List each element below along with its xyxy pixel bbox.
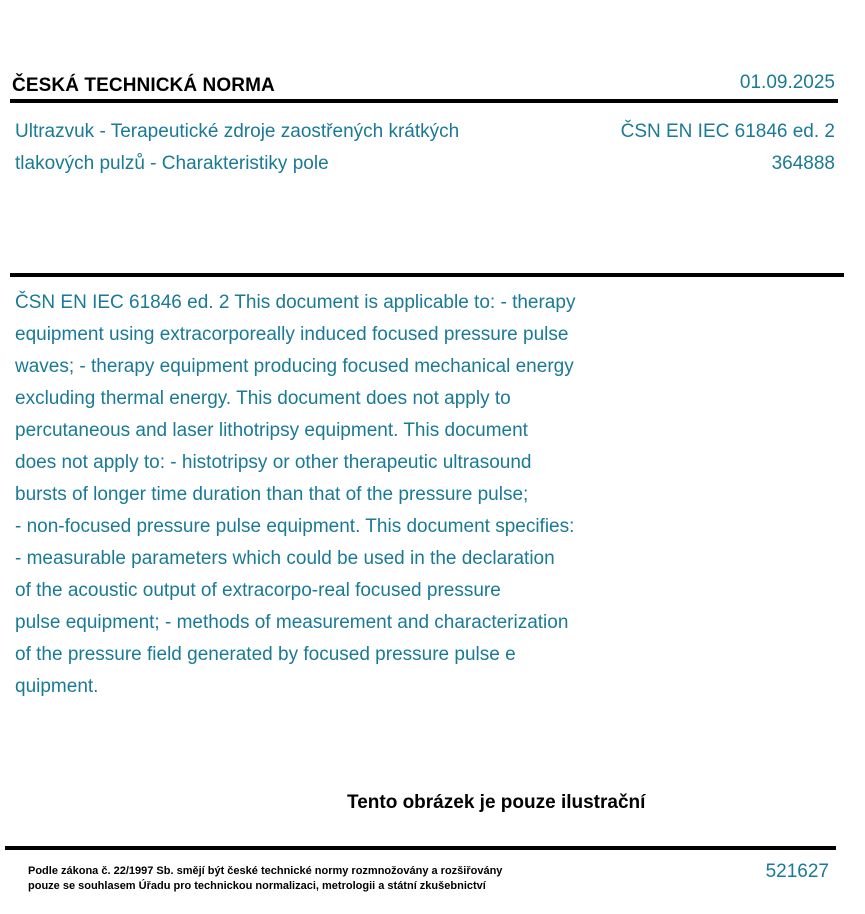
document-code-block	[621, 116, 835, 180]
catalog-number: 364888	[771, 153, 835, 174]
standard-type-heading: ČESKÁ TECHNICKÁ NORMA	[12, 75, 275, 96]
document-id: 521627	[765, 861, 829, 882]
illustration-disclaimer: Tento obrázek je pouze ilustrační	[347, 792, 646, 813]
document-title: Ultrazvuk - Terapeutické zdroje zaostřených krátkých tlakových pulzů - Charakteristiky pole	[15, 121, 460, 174]
header-divider	[10, 99, 838, 103]
document-abstract: ČSN EN IEC 61846 ed. 2 This document is applicable to: - therapy equipment using extracorporeally induced focused pressure pulse waves; - therapy equipment producing focused mechanical energy excluding thermal energy. This document does not apply to percutaneous and laser lithotripsy equipment. This document does not apply to: - histotripsy or other therapeutic ultrasound bursts of longer time duration than that of the pressure pulse; - non-focused pressure pulse equipment. This document specifies: - measurable parameters which could be used in the declaration of the acoustic output of extracorpo-real focused pressure pulse equipment; - methods of measurement and characterization of the pressure field generated by focused pressure pulse e quipment.	[15, 292, 576, 697]
publication-date: 01.09.2025	[739, 72, 835, 93]
standard-code: ČSN EN IEC 61846 ed. 2	[620, 121, 835, 142]
title-divider	[10, 273, 844, 277]
legal-notice: Podle zákona č. 22/1997 Sb. smějí být české technické normy rozmnožovány a rozšiřovány pouze se souhlasem Úřadu pro technickou normalizaci, metrologii a státní zkušebnictví	[28, 865, 503, 892]
footer-divider	[5, 846, 836, 850]
